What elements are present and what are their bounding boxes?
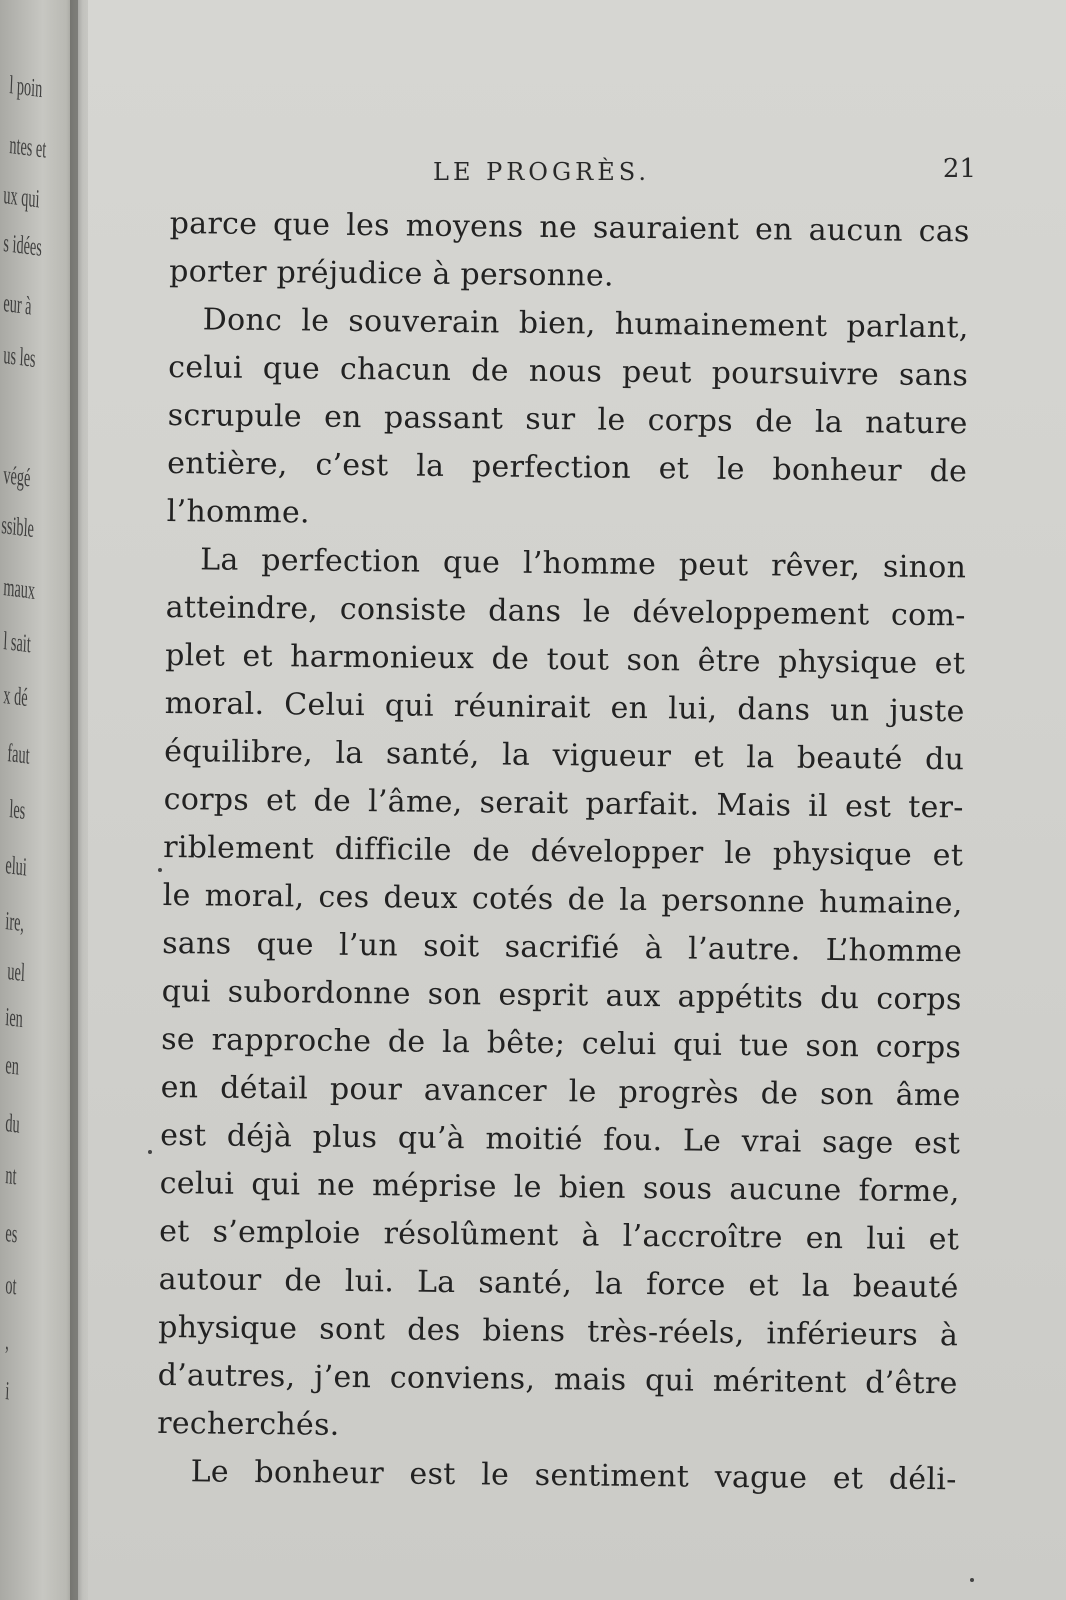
text-line: en détail pour avancer le progrès de son âme: [160, 1069, 961, 1114]
facing-page-fragment: maux: [2, 572, 36, 605]
text-line: se rapproche de la bête; celui qui tue son corps: [161, 1021, 962, 1066]
text-line: et s’emploie résolûment à l’accroître en lui et: [159, 1213, 960, 1258]
text-line: autour de lui. La santé, la force et la beauté: [158, 1261, 959, 1306]
text-line: riblement difficile de développer le physique et: [163, 829, 964, 874]
facing-page-fragment: en: [4, 1050, 20, 1081]
facing-page-fragment: les: [8, 794, 26, 825]
text-line: celui que chacun de nous peut poursuivre sans: [168, 349, 969, 394]
facing-page-fragment: faut: [6, 738, 31, 770]
facing-page-fragment: du: [4, 1108, 21, 1139]
text-line: parce que les moyens ne sauraient en aucun cas: [169, 205, 970, 250]
text-line: est déjà plus qu’à moitié fou. Le vrai sage est: [160, 1117, 961, 1162]
facing-page-fragment: x dé: [2, 680, 29, 713]
facing-page-fragment: i: [4, 1376, 10, 1406]
text-line: La perfection que l’homme peut rêver, sinon: [200, 542, 967, 586]
text-line: corps et de l’âme, serait parfait. Mais il est ter-: [163, 781, 964, 826]
facing-page-fragment: eur à: [2, 288, 33, 321]
facing-page-fragment: es: [4, 1218, 18, 1249]
facing-page-fragment: ien: [4, 1002, 24, 1034]
text-line: plet et harmonieux de tout son être physique et: [165, 637, 966, 682]
facing-page-fragment: us les: [2, 340, 37, 374]
text-line: recherchés.: [157, 1405, 340, 1443]
page-number: 21: [942, 154, 976, 184]
facing-page-edge: [0, 0, 78, 1600]
facing-page-fragment: uel: [6, 956, 26, 988]
paper-speck: [158, 868, 162, 872]
facing-page-fragment: ire,: [4, 906, 25, 938]
text-line: le moral, ces deux cotés de la personne humaine,: [162, 877, 963, 922]
text-line: équilibre, la santé, la vigueur et la beauté du: [164, 733, 965, 778]
text-line: scrupule en passant sur le corps de la nature: [167, 397, 968, 442]
facing-page-fragment: ux qui: [2, 180, 41, 214]
paper-speck: [970, 1578, 974, 1582]
text-line: qui subordonne son esprit aux appétits du corps: [161, 973, 962, 1018]
text-line: Donc le souverain bien, humainement parlant,: [202, 302, 969, 346]
text-line: atteindre, consiste dans le développement com-: [165, 589, 966, 634]
facing-page-fragment: ntes et: [8, 130, 47, 164]
text-line: Le bonheur est le sentiment vague et déli-: [190, 1454, 957, 1498]
facing-page-fragment: ssible: [0, 510, 35, 544]
text-line: porter préjudice à personne.: [169, 253, 615, 294]
text-line: celui qui ne méprise le bien sous aucune forme,: [159, 1165, 960, 1210]
facing-page-fragment: elui: [4, 850, 28, 882]
text-line: moral. Celui qui réunirait en lui, dans un juste: [164, 685, 965, 730]
running-title: LE PROGRÈS.: [433, 158, 650, 186]
page-header: [88, 150, 1066, 190]
facing-page-fragment: végé: [2, 460, 31, 493]
paper-speck: [148, 1150, 152, 1154]
text-line: l’homme.: [166, 493, 311, 531]
text-line: d’autres, j’en conviens, mais qui méritent d’être: [157, 1357, 958, 1402]
text-line: sans que l’un soit sacrifié à l’autre. L’homme: [162, 925, 963, 970]
text-line: physique sont des biens très-réels, inférieurs à: [158, 1309, 959, 1354]
text-line: entière, c’est la perfection et le bonheur de: [167, 445, 968, 490]
facing-page-fragment: l sait: [2, 626, 32, 659]
facing-page-fragment: ,: [4, 1326, 10, 1356]
facing-page-fragment: l poin: [8, 70, 43, 104]
book-page: [88, 0, 1066, 1600]
facing-page-fragment: s idées: [2, 228, 43, 262]
facing-page-fragment: nt: [4, 1160, 18, 1191]
facing-page-fragment: ot: [4, 1270, 18, 1301]
body-text: [156, 200, 970, 1504]
